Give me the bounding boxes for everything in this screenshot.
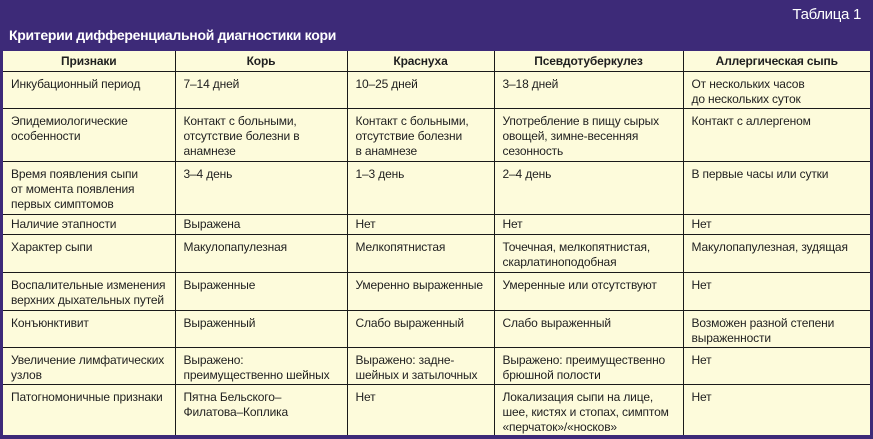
table-row [3,215,870,235]
table-cell: Слабо выраженный [494,311,683,348]
table-cell: Нет [347,385,494,436]
table-row [3,235,870,273]
row-label-cell: Конъюнктивит [3,311,175,348]
table-cell: Нет [347,215,494,235]
table-cell: Выражено: преимущественно брюшной полости [494,348,683,385]
table-cell: Выражено: задне- шейных и затылочных [347,348,494,385]
table-cell: 1–3 день [347,162,494,215]
row-label-cell: Воспалительные изменения верхних дыхательных путей [3,273,175,311]
table-cell: Макулопапулезная, зудящая [683,235,870,273]
table-cell: Мелкопятнистая [347,235,494,273]
table-row [3,385,870,436]
table-cell: Контакт с больными, отсутствие болезни в анамнезе [347,109,494,162]
table-number: Таблица 1 [792,6,861,23]
table-cell: От нескольких часов до нескольких суток [683,72,870,109]
table-cell: 3–4 день [175,162,347,215]
table-cell: Выражена [175,215,347,235]
table-cell: Нет [494,215,683,235]
table-row [3,273,870,311]
table-row [3,72,870,109]
table-cell: Выраженный [175,311,347,348]
column-header: Корь [175,51,347,72]
table-cell: Нет [683,348,870,385]
row-label-cell: Наличие этапности [3,215,175,235]
table-cell: 10–25 дней [347,72,494,109]
column-header: Псевдотуберкулез [494,51,683,72]
row-label-cell: Увеличение лимфатических узлов [3,348,175,385]
header-row [3,51,870,72]
table-cell: 2–4 день [494,162,683,215]
table-cell: Нет [683,273,870,311]
table-title: Критерии дифференциальной диагностики кори [9,27,337,43]
table-row [3,311,870,348]
table-cell: Макулопапулезная [175,235,347,273]
row-label-cell: Инкубационный период [3,72,175,109]
table-row [3,162,870,215]
table-cell: Пятна Бельского– Филатова–Коплика [175,385,347,436]
table-cell: Употребление в пищу сырых овощей, зимне-весенняя сезонность [494,109,683,162]
table-cell: Локализация сыпи на лице, шее, кистях и стопах, симптом «перчаток»/«носков» [494,385,683,436]
row-label-cell: Время появления сыпи от момента появления первых симптомов [3,162,175,215]
column-header: Краснуха [347,51,494,72]
table-cell: Нет [683,385,870,436]
diagnostics-table [3,51,870,435]
table-cell: Умеренные или отсутствуют [494,273,683,311]
table-cell: Слабо выраженный [347,311,494,348]
table-row [3,348,870,385]
table-cell: Нет [683,215,870,235]
row-label-cell: Эпидемиологические особенности [3,109,175,162]
table-cell: 7–14 дней [175,72,347,109]
table-cell: Умеренно выраженные [347,273,494,311]
column-header: Аллергическая сыпь [683,51,870,72]
table-row [3,109,870,162]
row-label-cell: Характер сыпи [3,235,175,273]
table-cell: Возможен разной степени выраженности [683,311,870,348]
table-cell: Контакт с больными, отсутствие болезни в анамнезе [175,109,347,162]
row-label-cell: Патогномоничные признаки [3,385,175,436]
table-cell: В первые часы или сутки [683,162,870,215]
table-cell: Выраженные [175,273,347,311]
table-cell: 3–18 дней [494,72,683,109]
column-header: Признаки [3,51,175,72]
table-cell: Выражено: преимущественно шейных [175,348,347,385]
table-cell: Контакт с аллергеном [683,109,870,162]
table-cell: Точечная, мелкопятнистая, скарлатиноподобная [494,235,683,273]
